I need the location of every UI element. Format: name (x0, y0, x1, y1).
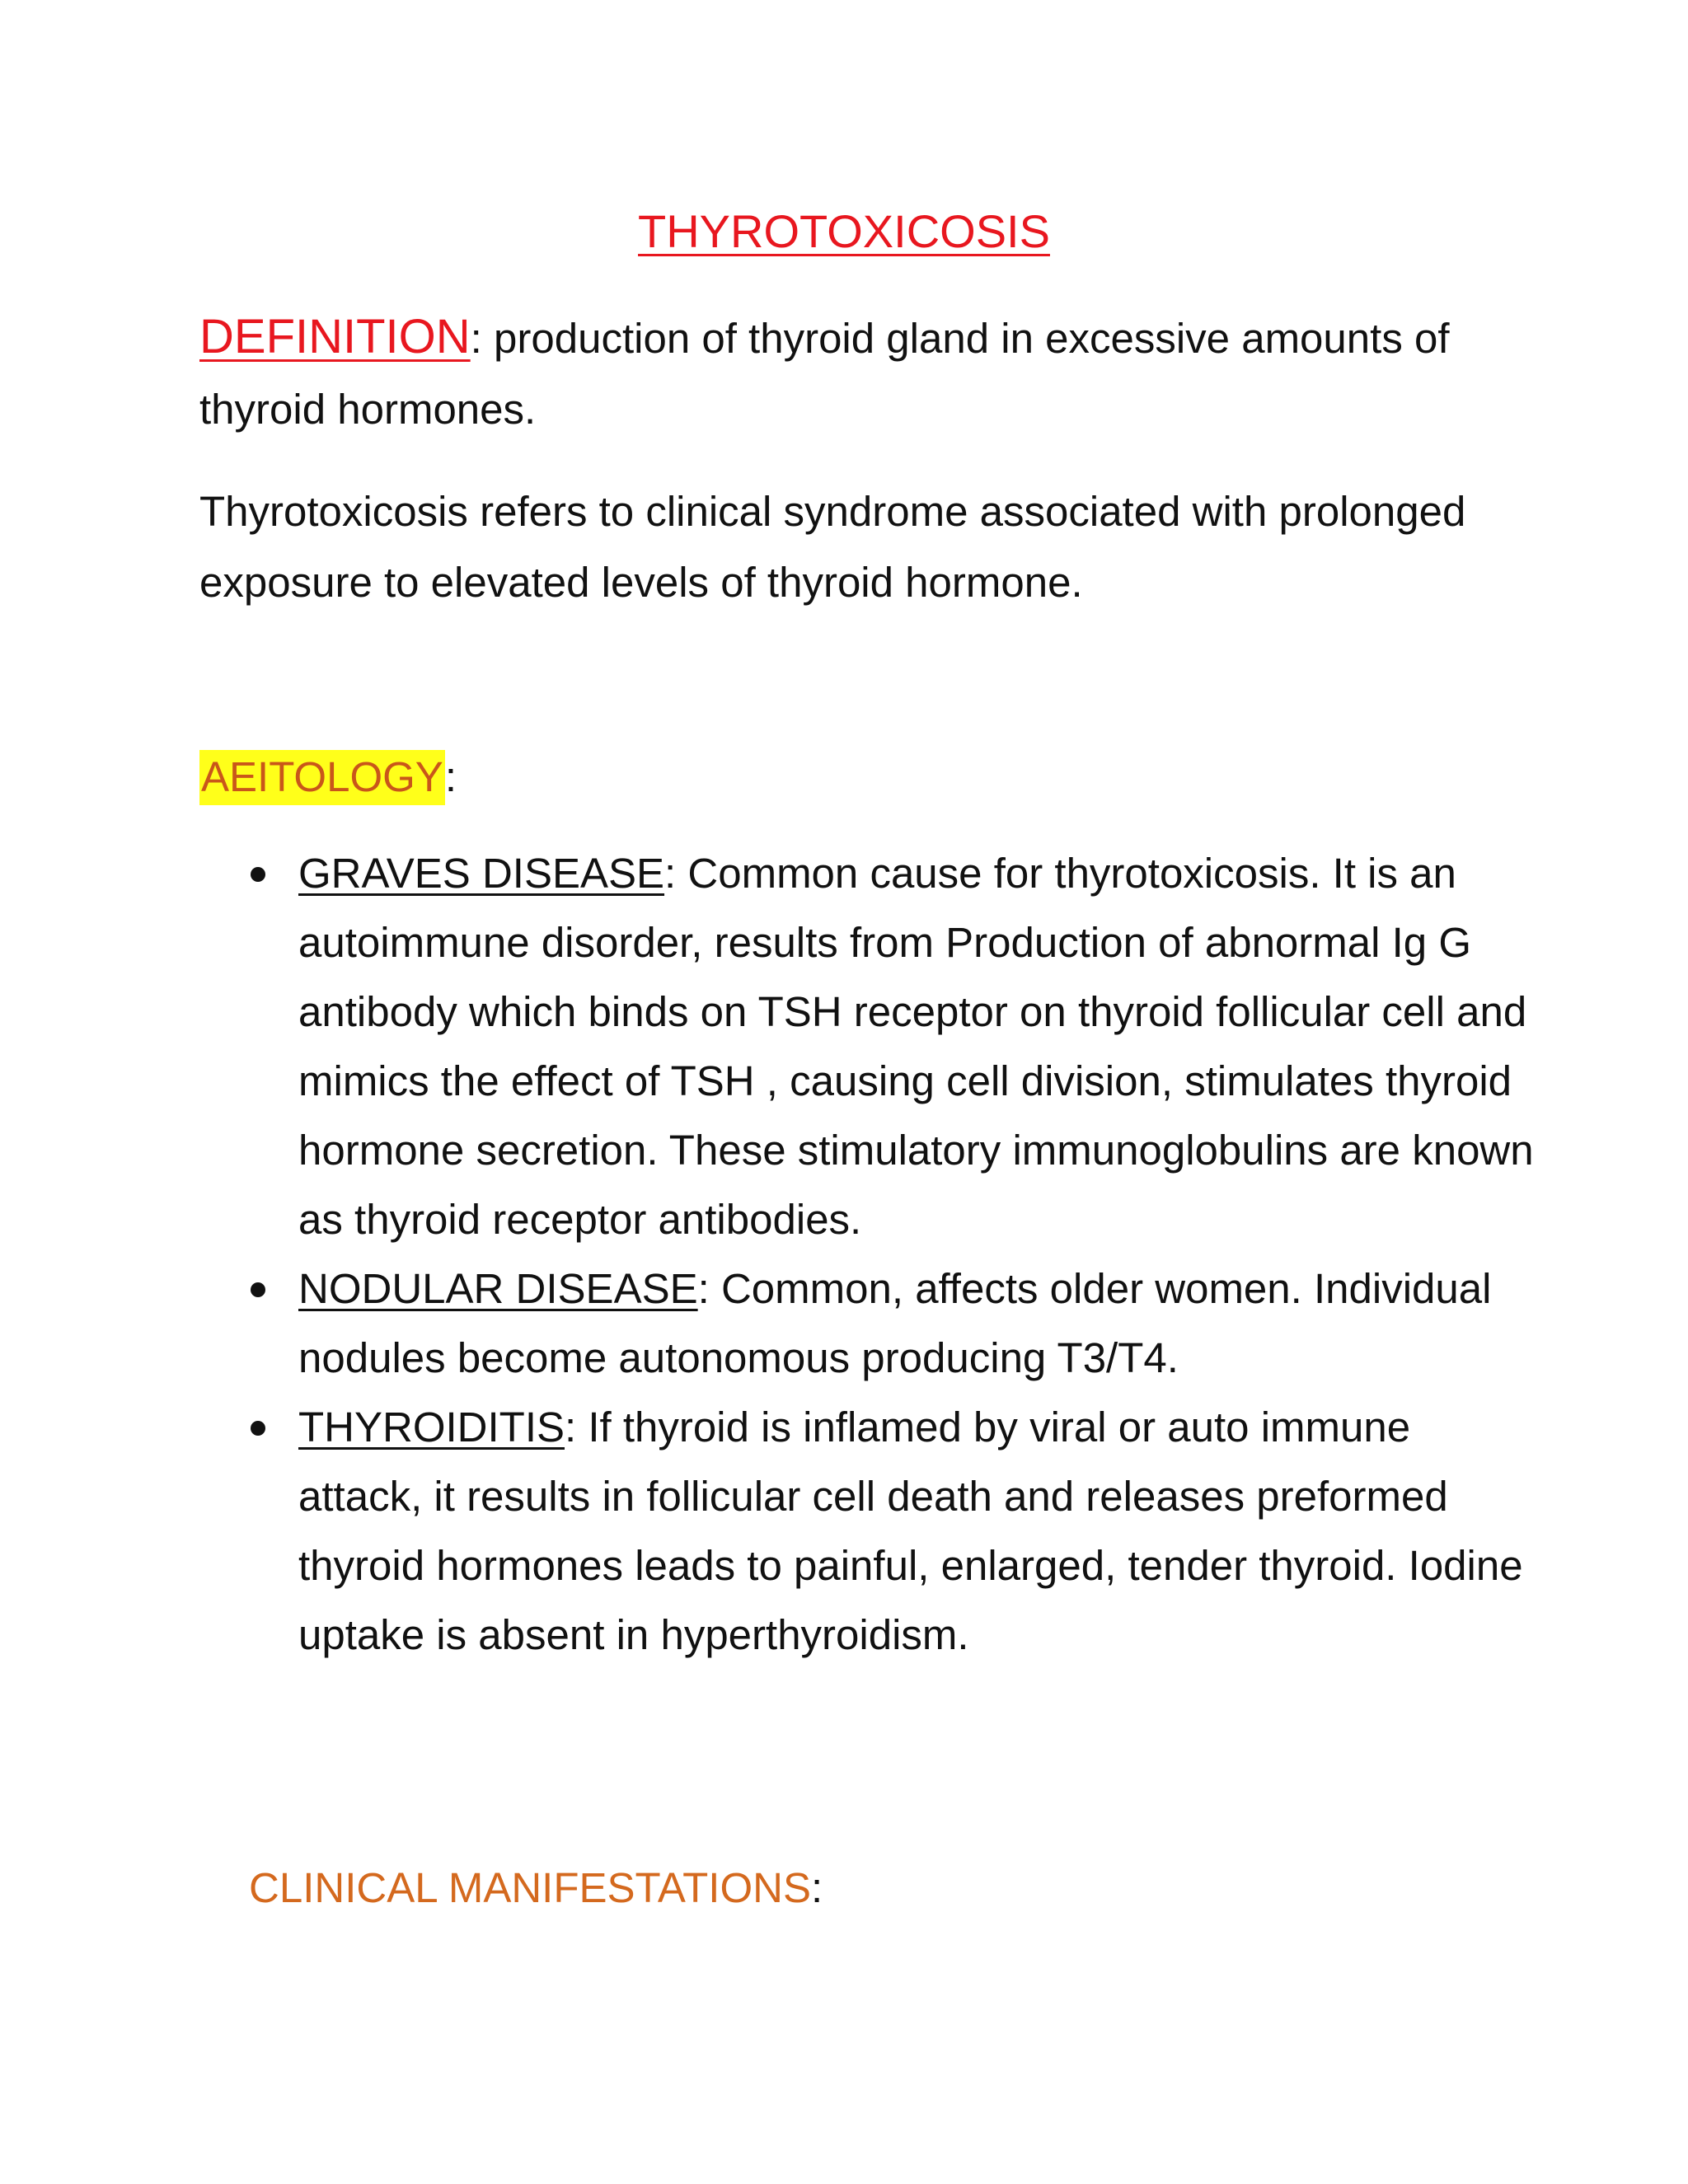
list-item-text: Common, affects older women. Individual nodules become autonomous producing T3/T4. (298, 1265, 1492, 1381)
bullet-icon (251, 1282, 265, 1297)
list-item-text: If thyroid is inflamed by viral or auto immune attack, it results in follicular cell death and releases preformed thyroid hormones leads to painful, enlarged, tender thyroid. Iodine uptake is absent in hyperthyroidism. (298, 1404, 1523, 1658)
definition-paragraph (199, 302, 1518, 445)
list-item-term: NODULAR DISEASE (298, 1265, 698, 1312)
list-item-text: Common cause for thyrotoxicosis. It is an autoimmune disorder, results from Production of abnormal Ig G antibody which binds on TSH receptor on thyroid follicular cell and mimics the effect of TSH , causing cell division, stimulates thyroid hormone secretion. These stimulatory immunoglobulins are known as thyroid receptor antibodies. (298, 850, 1534, 1243)
list-item-separator: : (697, 1265, 710, 1312)
clinical-separator: : (810, 1864, 823, 1911)
list-item (199, 1254, 1535, 1393)
list-item-separator: : (664, 850, 677, 897)
aetiology-heading (199, 748, 457, 806)
intro-paragraph: Thyrotoxicosis refers to clinical syndrome associated with prolonged exposure to elevated levels of thyroid hormone. (199, 488, 1466, 606)
aetiology-label: AEITOLOGY (199, 750, 445, 805)
clinical-heading (249, 1859, 823, 1917)
definition-separator: : (470, 315, 482, 362)
aetiology-list (199, 839, 1535, 1670)
list-item (199, 839, 1535, 1254)
aetiology-separator: : (444, 753, 457, 800)
list-item-separator: : (565, 1404, 577, 1451)
list-item-term: THYROIDITIS (298, 1404, 565, 1451)
clinical-label: CLINICAL MANIFESTATIONS (249, 1864, 811, 1911)
list-item (199, 1393, 1535, 1670)
definition-label: DEFINITION (199, 310, 471, 363)
bullet-icon (251, 1421, 265, 1436)
list-item-term: GRAVES DISEASE (298, 850, 665, 897)
page-title: THYROTOXICOSIS (638, 205, 1050, 257)
definition-text: production of thyroid gland in excessive amounts of thyroid hormones. (199, 315, 1450, 433)
bullet-icon (251, 867, 265, 882)
